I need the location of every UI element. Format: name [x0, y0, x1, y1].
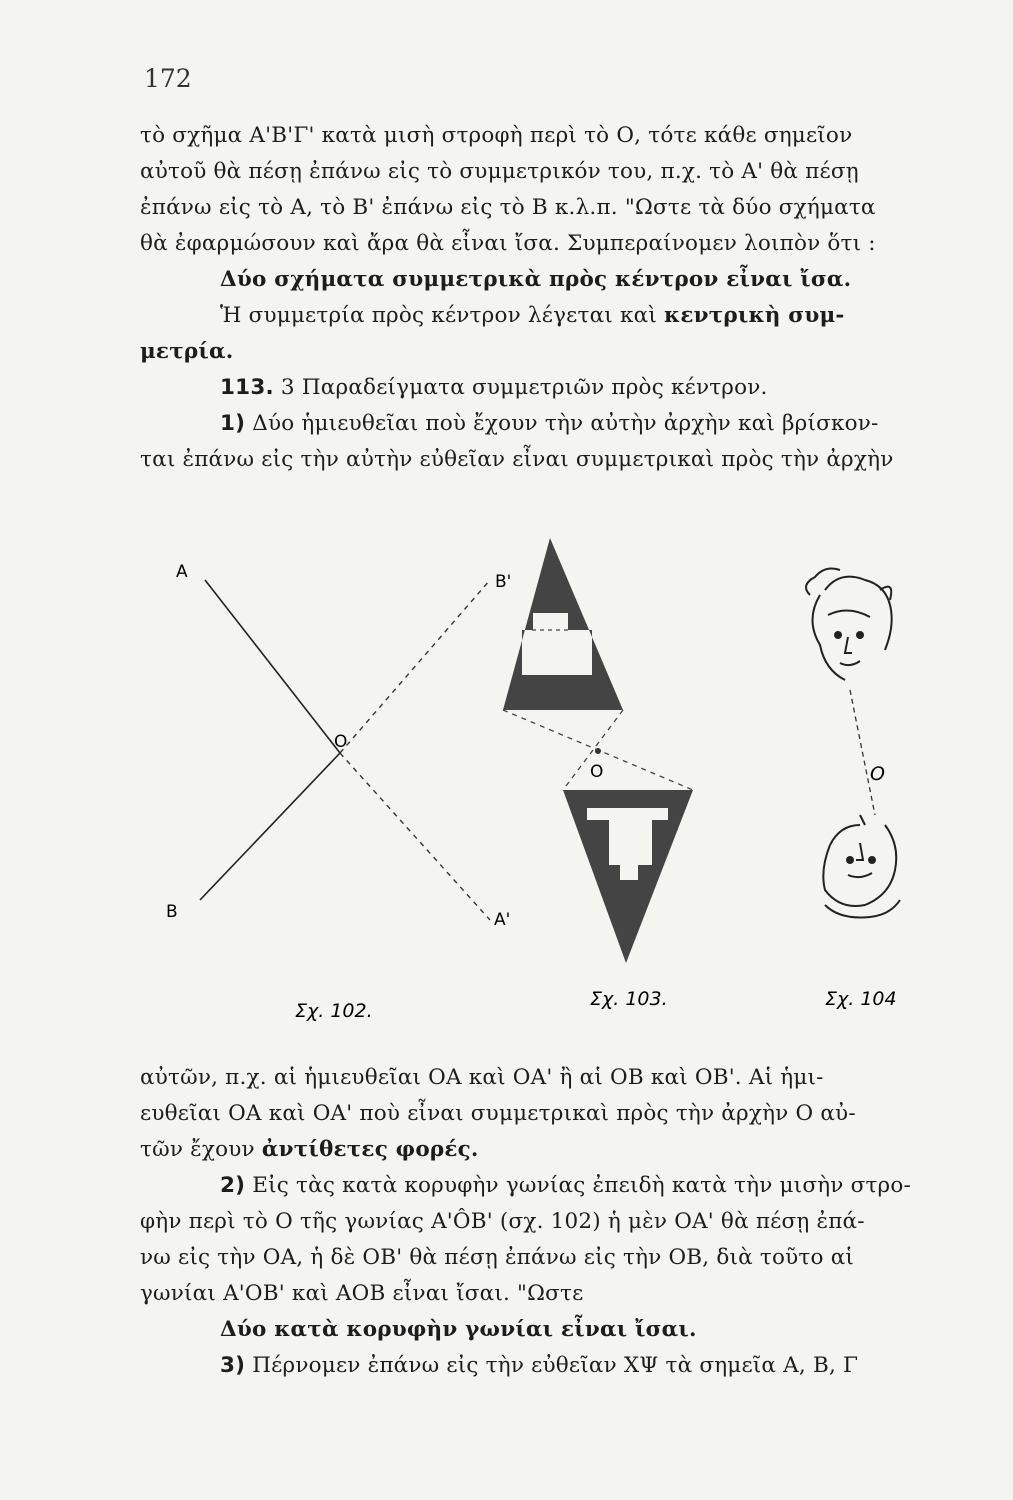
item-number: 2) — [220, 1173, 246, 1198]
text-line: μετρία. — [140, 339, 234, 364]
paragraph-3 — [140, 1060, 930, 1384]
section-heading — [140, 370, 930, 406]
caption-103: Σχ. 103. — [590, 988, 668, 1010]
label-O-103: O — [590, 762, 604, 782]
text-line: ται ἐπάνω εἰς τὴν αὐτὴν εὐθεῖαν εἶναι συμμετρικαὶ πρὸς τὴν ἀρχὴν — [140, 447, 894, 472]
section-title: 3 Παραδείγματα συμμετριῶν πρὸς κέντρον. — [280, 375, 768, 400]
figure-103 — [503, 538, 693, 1010]
item-number: 1) — [220, 411, 246, 436]
section-number: 113. — [220, 375, 274, 400]
text-line: γωνίαι Α'ΟΒ' καὶ ΑΟΒ εἶναι ἴσαι. "Ωστε — [140, 1281, 584, 1306]
caption-104: Σχ. 104 — [825, 988, 897, 1010]
text-line: αὐτῶν, π.χ. αἱ ἡμιευθεῖαι ΟΑ καὶ ΟΑ' ἢ αἱ ΟΒ καὶ ΟΒ'. Αἱ ἡμι- — [140, 1065, 824, 1090]
text-line — [140, 1132, 930, 1168]
text-line: ἐπάνω εἰς τὸ Α, τὸ Β' ἐπάνω εἰς τὸ Β κ.λ.π. "Ωστε τὰ δύο σχήματα — [140, 195, 876, 220]
face-inverted-icon — [823, 815, 900, 918]
figures-area — [160, 525, 950, 1025]
triangle-down — [563, 790, 693, 963]
term-bold: κεντρικὴ συμ- — [664, 303, 845, 328]
text-span: Ἡ συμμετρία πρὸς κέντρον λέγεται καὶ — [220, 303, 657, 328]
ray-OA — [205, 580, 340, 753]
rule-statement-1: Δύο σχήματα συμμετρικὰ πρὸς κέντρον εἶναι ἴσα. — [220, 267, 852, 292]
text-line: τὸ σχῆμα Α'Β'Γ' κατὰ μισὴ στροφὴ περὶ τὸ Ο, τότε κάθε σημεῖον — [140, 123, 853, 148]
text-line: αὐτοῦ θὰ πέσῃ ἐπάνω εἰς τὸ συμμετρικόν του, π.χ. τὸ Α' θὰ πέσῃ — [140, 159, 859, 184]
face-upright-icon — [806, 569, 892, 680]
page-number: 172 — [144, 64, 192, 93]
text-line: φὴν περὶ τὸ Ο τῆς γωνίας Α'ÔΒ' (σχ. 102) ἡ μὲν ΟΑ' θὰ πέσῃ ἐπά- — [140, 1209, 865, 1234]
triangle-up — [503, 538, 623, 710]
item-2 — [140, 1168, 930, 1204]
figure-102 — [166, 562, 511, 1022]
term-bold: ἀντίθετες φορές. — [261, 1137, 479, 1162]
label-B-prime: B' — [495, 572, 512, 592]
text-line — [140, 298, 930, 334]
label-O-104: O — [870, 763, 885, 785]
ray-OB — [200, 753, 340, 900]
text-span: Εἰς τὰς κατὰ κορυφὴν γωνίας ἐπειδὴ κατὰ τὴν μισὴν στρο- — [252, 1173, 911, 1198]
caption-102: Σχ. 102. — [295, 1000, 373, 1022]
item-3 — [140, 1348, 930, 1384]
label-A-prime: A' — [494, 910, 511, 930]
text-line: θὰ ἐφαρμώσουν καὶ ἄρα θὰ εἶναι ἴσα. Συμπεραίνομεν λοιπὸν ὅτι : — [140, 231, 876, 256]
label-O: O — [334, 732, 348, 752]
figures-svg — [160, 525, 950, 1025]
text-line: ευθεῖαι ΟΑ καὶ ΟΑ' ποὺ εἶναι συμμετρικαὶ πρὸς τὴν ἀρχὴν Ο αὐ- — [140, 1101, 856, 1126]
item-number: 3) — [220, 1353, 246, 1378]
label-B: B — [166, 902, 178, 922]
rule-statement-2: Δύο κατὰ κορυφὴν γωνίαι εἶναι ἴσαι. — [220, 1317, 697, 1342]
paragraph-1 — [140, 118, 930, 478]
item-1 — [140, 406, 930, 442]
label-A: A — [176, 562, 188, 582]
text-span: Πέρνομεν ἐπάνω εἰς τὴν εὐθεῖαν ΧΨ τὰ σημεῖα Α, Β, Γ — [252, 1353, 859, 1378]
text-line: νω εἰς τὴν ΟΑ, ἡ δὲ ΟΒ' θὰ πέσῃ ἐπάνω εἰς τὴν ΟΒ, διὰ τοῦτο αἱ — [140, 1245, 855, 1270]
ray-OA-prime — [340, 753, 490, 920]
text-span: τῶν ἔχουν — [140, 1137, 255, 1162]
text-span: Δύο ἡμιευθεῖαι ποὺ ἔχουν τὴν αὐτὴν ἀρχὴν καὶ βρίσκον- — [252, 411, 879, 436]
ray-OB-prime — [340, 580, 490, 753]
figure-104 — [806, 569, 900, 1010]
